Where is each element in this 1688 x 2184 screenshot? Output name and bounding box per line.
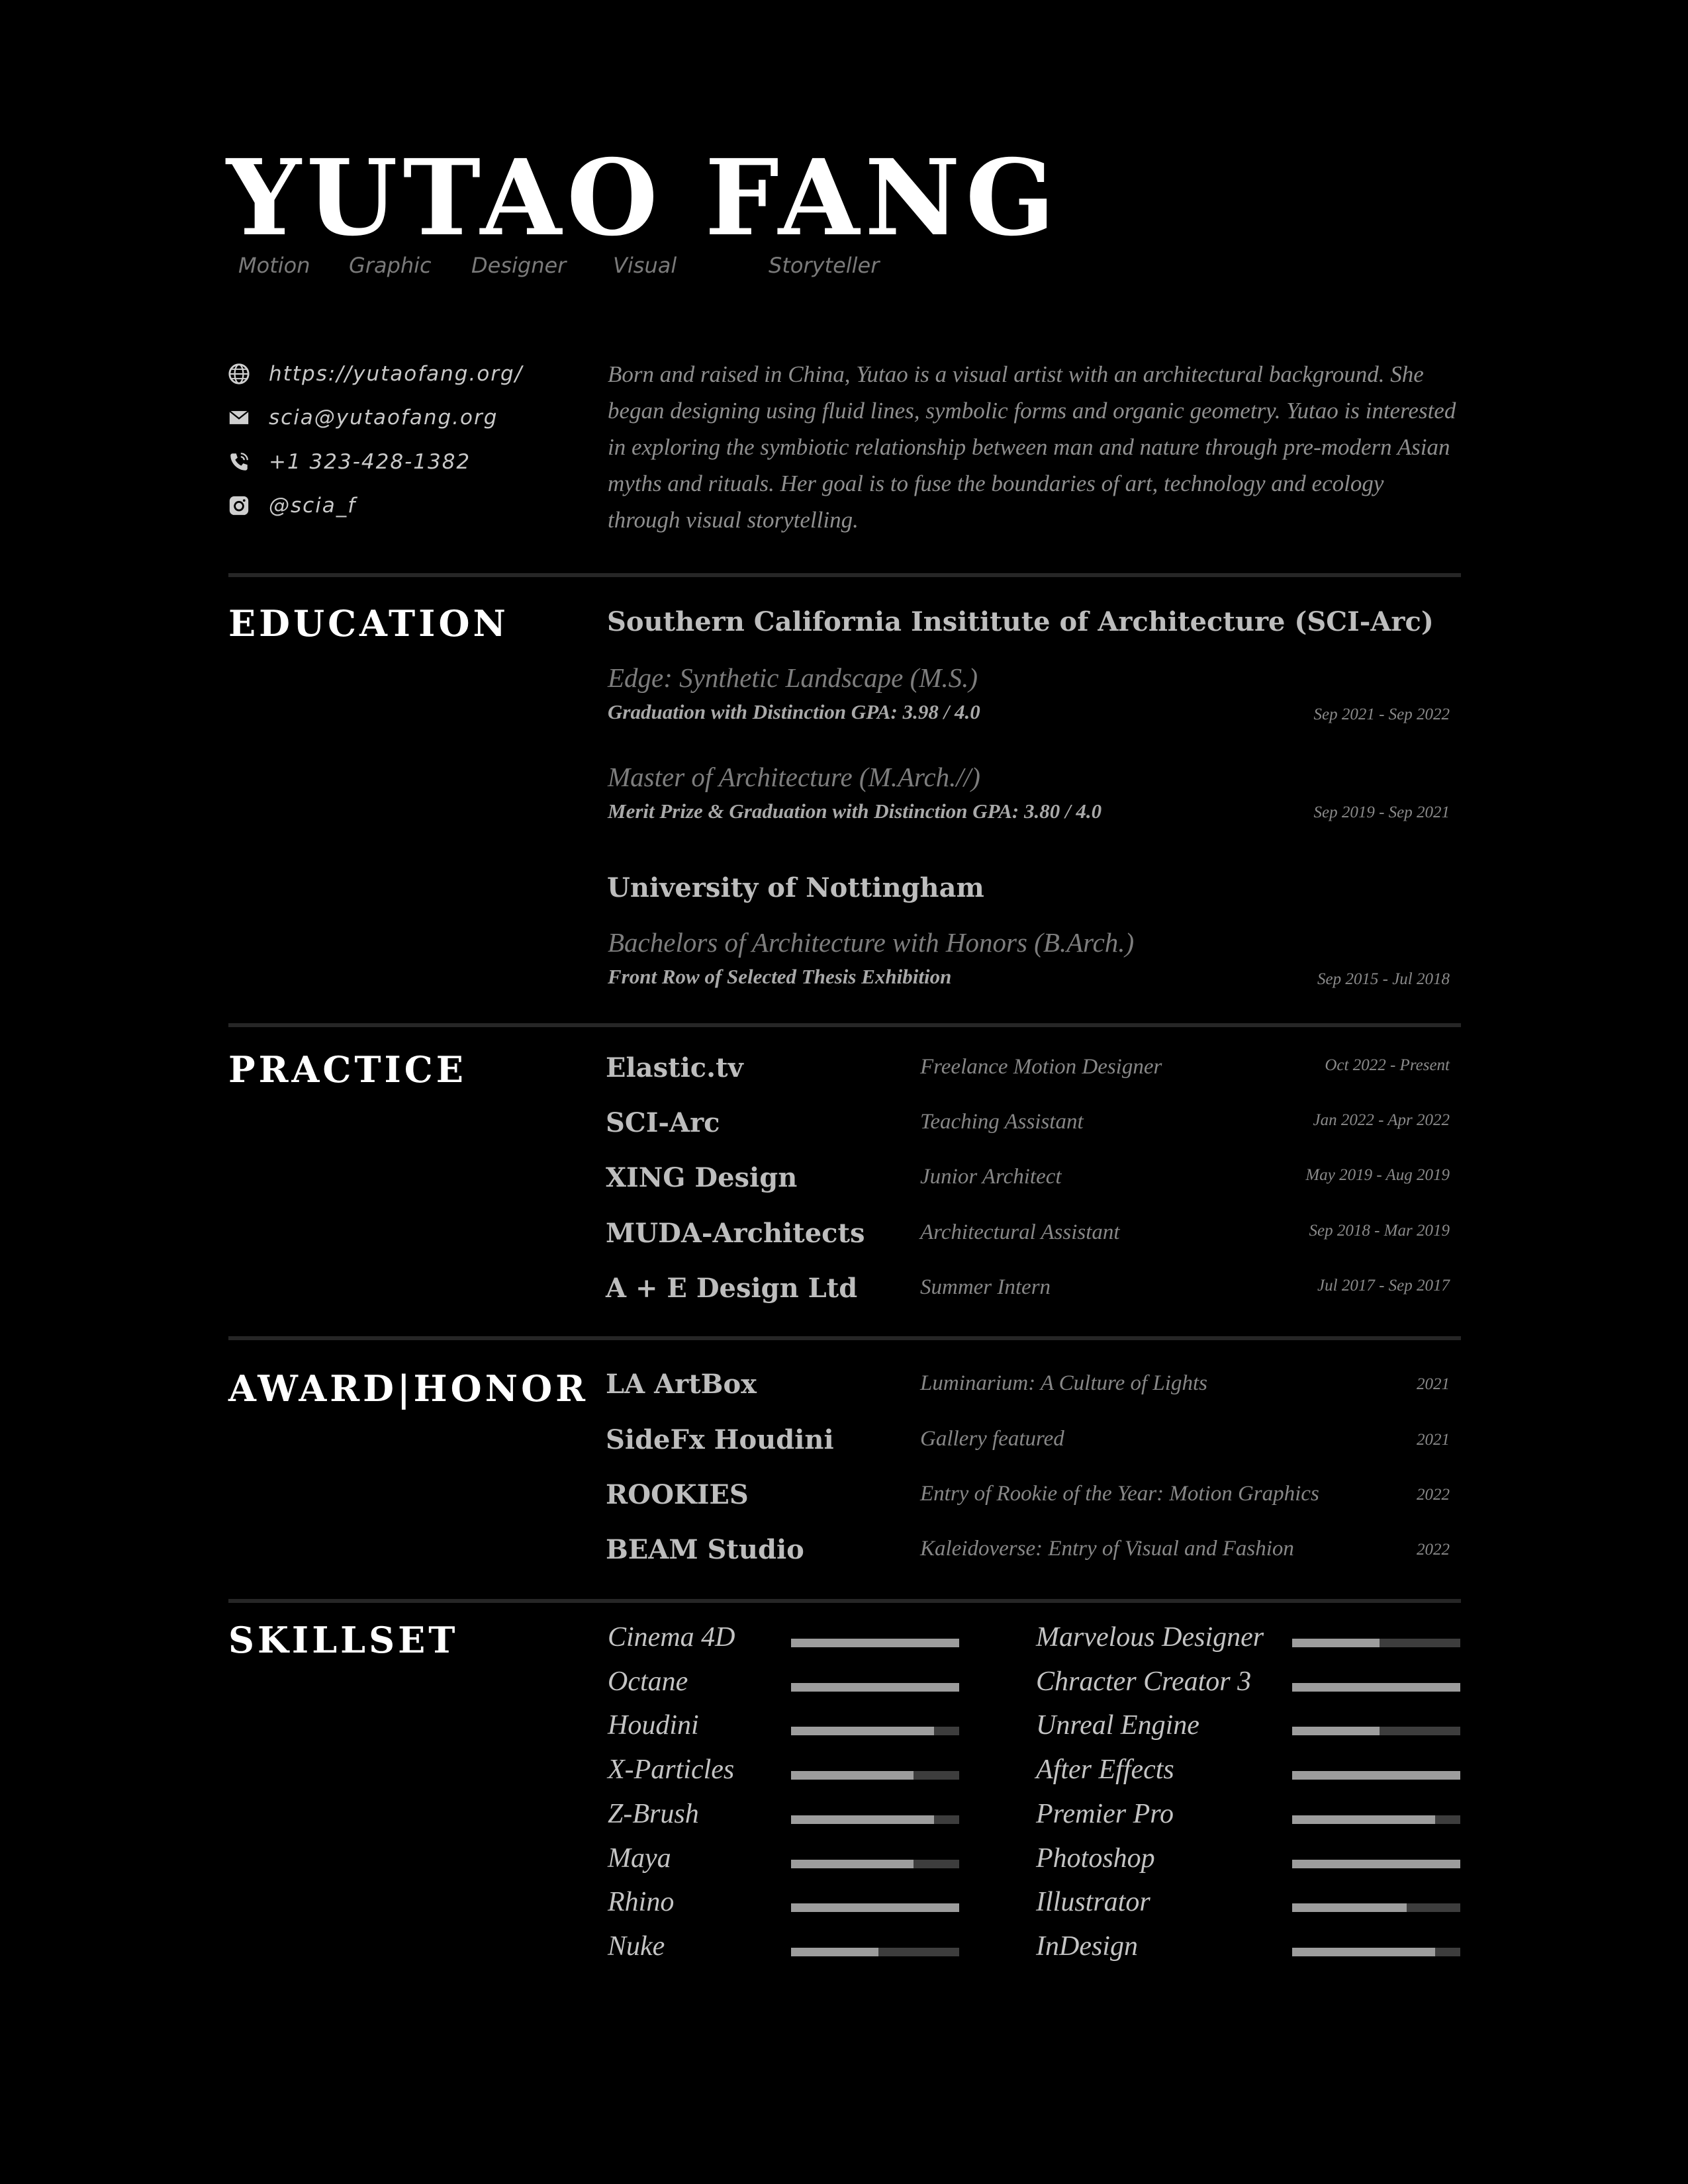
degree-note: Front Row of Selected Thesis Exhibition — [608, 965, 952, 988]
skill-level-bar — [791, 1815, 959, 1824]
skill-name: Rhino — [608, 1887, 675, 1917]
skill-level-bar — [1292, 1727, 1460, 1735]
skill-level-fill — [1292, 1771, 1460, 1780]
practice-role: Architectural Assistant — [920, 1220, 1120, 1244]
practice-title: PRACTICE — [228, 1048, 467, 1091]
award-org: ROOKIES — [606, 1479, 749, 1510]
date-range: Jan 2022 - Apr 2022 — [1313, 1111, 1450, 1129]
degree-title: Master of Architecture (M.Arch.//) — [608, 762, 980, 792]
tagline-word: Graphic — [349, 253, 432, 278]
skill-level-bar — [791, 1948, 959, 1956]
date-range: Sep 2021 - Sep 2022 — [1313, 705, 1450, 723]
skill-name: Unreal Engine — [1036, 1710, 1199, 1741]
degree-title: Edge: Synthetic Landscape (M.S.) — [608, 662, 978, 693]
skill-level-bar — [1292, 1771, 1460, 1780]
practice-org: XING Design — [606, 1162, 798, 1193]
skill-level-bar — [791, 1727, 959, 1735]
award-description: Luminarium: A Culture of Lights — [920, 1371, 1207, 1395]
instagram-icon — [226, 493, 252, 518]
website-link[interactable]: https://yutaofang.org/ — [269, 362, 524, 386]
skill-level-fill — [1292, 1815, 1435, 1824]
skill-level-bar — [791, 1639, 959, 1647]
school-name: Southern California Insititute of Architecture (SCI-Arc) — [607, 606, 1434, 637]
degree-title: Bachelors of Architecture with Honors (B.Arch.) — [608, 927, 1135, 958]
skill-level-bar — [791, 1683, 959, 1692]
phone-number[interactable]: +1 323-428-1382 — [269, 450, 471, 474]
skill-level-bar — [1292, 1815, 1460, 1824]
section-divider — [228, 573, 1461, 577]
skill-level-fill — [1292, 1683, 1460, 1692]
skill-name: After Effects — [1036, 1754, 1174, 1785]
degree-note: Merit Prize & Graduation with Distinction GPA: 3.80 / 4.0 — [608, 799, 1102, 823]
skill-level-fill — [1292, 1948, 1435, 1956]
skill-level-bar — [791, 1903, 959, 1912]
skill-level-bar — [1292, 1683, 1460, 1692]
skill-level-fill — [791, 1860, 914, 1868]
skillset-title: SKILLSET — [228, 1619, 459, 1661]
practice-org: MUDA-Architects — [606, 1218, 865, 1249]
skill-level-bar — [1292, 1903, 1460, 1912]
practice-role: Teaching Assistant — [920, 1110, 1084, 1134]
skill-level-fill — [1292, 1903, 1407, 1912]
award-org: SideFx Houdini — [606, 1424, 834, 1455]
tagline-word: Storyteller — [769, 253, 880, 278]
award-year: 2022 — [1417, 1486, 1450, 1504]
skill-level-fill — [791, 1903, 959, 1912]
tagline-word: Designer — [471, 253, 567, 278]
award-org: LA ArtBox — [606, 1369, 757, 1400]
phone-icon — [226, 449, 252, 475]
skill-level-bar — [1292, 1860, 1460, 1868]
award-description: Entry of Rookie of the Year: Motion Graphics — [920, 1482, 1319, 1506]
skill-name: Z-Brush — [608, 1799, 699, 1829]
skill-name: Illustrator — [1036, 1887, 1150, 1917]
skill-name: Nuke — [608, 1931, 665, 1962]
skill-level-fill — [791, 1683, 959, 1692]
date-range: Oct 2022 - Present — [1325, 1056, 1450, 1074]
skill-name: Cinema 4D — [608, 1622, 735, 1653]
practice-role: Summer Intern — [920, 1275, 1051, 1299]
practice-org: Elastic.tv — [606, 1052, 743, 1083]
skill-level-bar — [1292, 1948, 1460, 1956]
date-range: Sep 2019 - Sep 2021 — [1313, 803, 1450, 821]
skill-level-fill — [1292, 1639, 1380, 1647]
skill-name: Chracter Creator 3 — [1036, 1666, 1252, 1697]
award-honor-title: AWARD|HONOR — [228, 1367, 588, 1410]
skill-level-bar — [791, 1771, 959, 1780]
practice-role: Freelance Motion Designer — [920, 1055, 1162, 1079]
skill-level-fill — [791, 1815, 934, 1824]
award-year: 2022 — [1417, 1541, 1450, 1559]
skill-name: Maya — [608, 1843, 671, 1874]
skill-level-fill — [1292, 1727, 1380, 1735]
globe-icon — [226, 361, 252, 387]
date-range: May 2019 - Aug 2019 — [1305, 1166, 1450, 1184]
skill-name: InDesign — [1036, 1931, 1138, 1962]
practice-org: A + E Design Ltd — [606, 1273, 858, 1304]
skill-name: Premier Pro — [1036, 1799, 1174, 1829]
skill-level-fill — [791, 1948, 878, 1956]
practice-org: SCI-Arc — [606, 1107, 720, 1138]
skill-level-bar — [791, 1860, 959, 1868]
award-description: Gallery featured — [920, 1427, 1064, 1451]
contact-instagram[interactable] — [226, 489, 356, 522]
mail-icon — [226, 405, 252, 430]
school-name: University of Nottingham — [607, 872, 984, 903]
tagline-word: Visual — [613, 253, 677, 278]
skill-level-bar — [1292, 1639, 1460, 1647]
email-link[interactable]: scia@yutaofang.org — [269, 406, 498, 430]
contact-email[interactable] — [226, 401, 498, 434]
section-divider — [228, 1336, 1461, 1340]
instagram-handle[interactable]: @scia_f — [269, 494, 357, 518]
date-range: Jul 2017 - Sep 2017 — [1317, 1277, 1450, 1295]
degree-note: Graduation with Distinction GPA: 3.98 / 4.0 — [608, 700, 980, 723]
tagline-word: Motion — [238, 253, 310, 278]
skill-name: Octane — [608, 1666, 688, 1697]
section-divider — [228, 1599, 1461, 1603]
date-range: Sep 2015 - Jul 2018 — [1317, 970, 1450, 988]
skill-level-fill — [791, 1727, 934, 1735]
skill-level-fill — [1292, 1860, 1460, 1868]
contact-phone[interactable] — [226, 445, 471, 478]
bio-paragraph: Born and raised in China, Yutao is a visual artist with an architectural background. She began designing using fluid lines, symbolic forms and organic geometry. Yutao is interested in exploring the symbiotic relationship between man and nature through pre-modern Asian myths and rituals. Her goal is to fuse the boundaries of art, technology and ecology through visual storytelling. — [608, 361, 1456, 533]
resume-name: YUTAO FANG — [226, 137, 1060, 259]
contact-website[interactable] — [226, 357, 523, 390]
award-description: Kaleidoverse: Entry of Visual and Fashion — [920, 1537, 1294, 1561]
skill-level-fill — [791, 1639, 959, 1647]
award-year: 2021 — [1417, 1375, 1450, 1393]
skill-name: Houdini — [608, 1710, 699, 1741]
section-divider — [228, 1023, 1461, 1027]
skill-level-fill — [791, 1771, 914, 1780]
skill-name: X-Particles — [608, 1754, 735, 1785]
education-title: EDUCATION — [228, 602, 509, 645]
award-year: 2021 — [1417, 1431, 1450, 1449]
skill-name: Photoshop — [1036, 1843, 1155, 1874]
award-org: BEAM Studio — [606, 1534, 804, 1565]
date-range: Sep 2018 - Mar 2019 — [1309, 1222, 1450, 1240]
skill-name: Marvelous Designer — [1036, 1622, 1264, 1653]
practice-role: Junior Architect — [920, 1165, 1062, 1189]
